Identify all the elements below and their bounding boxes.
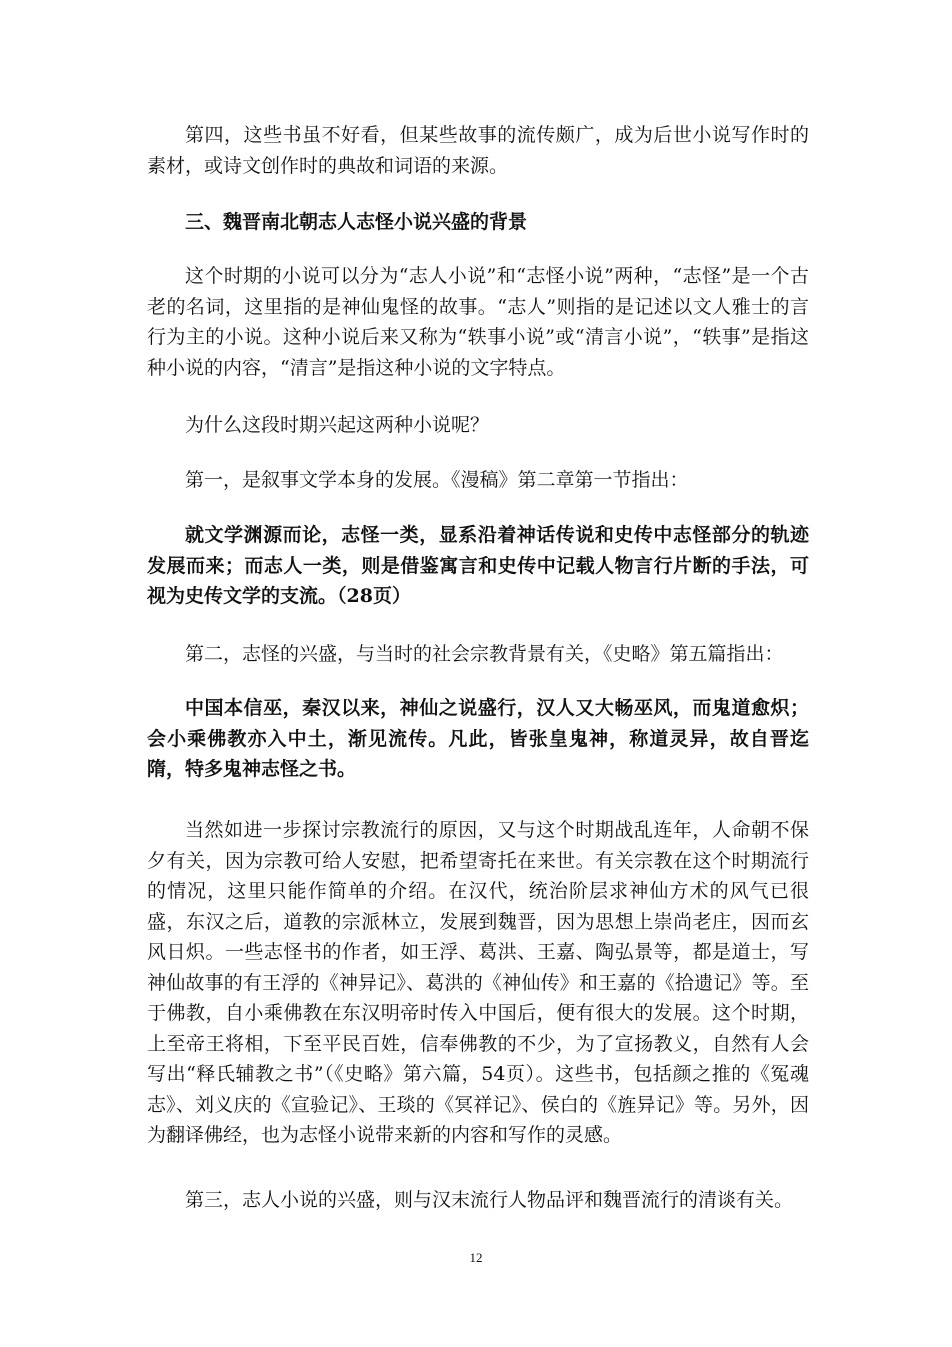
paragraph-second-reason: 第二，志怪的兴盛，与当时的社会宗教背景有关，《史略》第五篇指出： xyxy=(185,643,784,665)
section-heading: 三、魏晋南北朝志人志怪小说兴盛的背景 xyxy=(185,211,528,233)
page-number: 12 xyxy=(469,1250,483,1265)
paragraph-first-reason: 第一，是叙事文学本身的发展。《漫稿》第二章第一节指出： xyxy=(185,469,689,491)
quote-manuscript: 就文学渊源而论，志怪一类，显系沿着神话传说和史传中志怪部分的轨迹发展而来；而志人一类，则是借鉴寓言和史传中记载人物言行片断的手法，可视为史传文学的支流。（28页） xyxy=(147,524,809,607)
paragraph-question: 为什么这段时期兴起这两种小说呢？ xyxy=(185,414,490,436)
quote-brief-history: 中国本信巫，秦汉以来，神仙之说盛行，汉人又大畅巫风，而鬼道愈炽；会小乘佛教亦入中土，渐见流传。凡此，皆张皇鬼神，称道灵异，故自晋迄隋，特多鬼神志怪之书。 xyxy=(147,697,809,780)
paragraph-two-kinds: 这个时期的小说可以分为“志人小说”和“志怪小说”两种，“志怪”是一个古老的名词，这里指的是神仙鬼怪的故事。“志人”则指的是记述以文人雅士的言行为主的小说。这种小说后来又称为“轶事小说”或“清言小说”，“轶事”是指这种小说的内容，“清言”是指这种小说的文字特点。 xyxy=(147,265,809,379)
paragraph-fourth-point: 第四，这些书虽不好看，但某些故事的流传颇广，成为后世小说写作时的素材，或诗文创作时的典故和词语的来源。 xyxy=(147,124,809,177)
paragraph-third-reason: 第三，志人小说的兴盛，则与汉末流行人物品评和魏晋流行的清谈有关。 xyxy=(185,1189,794,1211)
paragraph-religion: 当然如进一步探讨宗教流行的原因，又与这个时期战乱连年，人命朝不保夕有关，因为宗教可给人安慰，把希望寄托在来世。有关宗教在这个时期流行的情况，这里只能作简单的介绍。在汉代，统治阶层求神仙方术的风气已很盛，东汉之后，道教的宗派林立，发展到魏晋，因为思想上崇尚老庄，因而玄风日炽。一些志怪书的作者，如王浮、葛洪、王嘉、陶弘景等，都是道士，写神仙故事的有王浮的《神异记》、葛洪的《神仙传》和王嘉的《拾遗记》等。至于佛教，自小乘佛教在东汉明帝时传入中国后，便有很大的发展。这个时期，上至帝王将相，下至平民百姓，信奉佛教的不少，为了宣扬教义，自然有人会写出“释氏辅教之书”（《史略》第六篇，54页）。这些书，包括颜之推的《冤魂志》、刘义庆的《宣验记》、王琰的《冥祥记》、侯白的《旌异记》等。另外，因为翻译佛经，也为志怪小说带来新的内容和写作的灵感。 xyxy=(147,819,809,1146)
